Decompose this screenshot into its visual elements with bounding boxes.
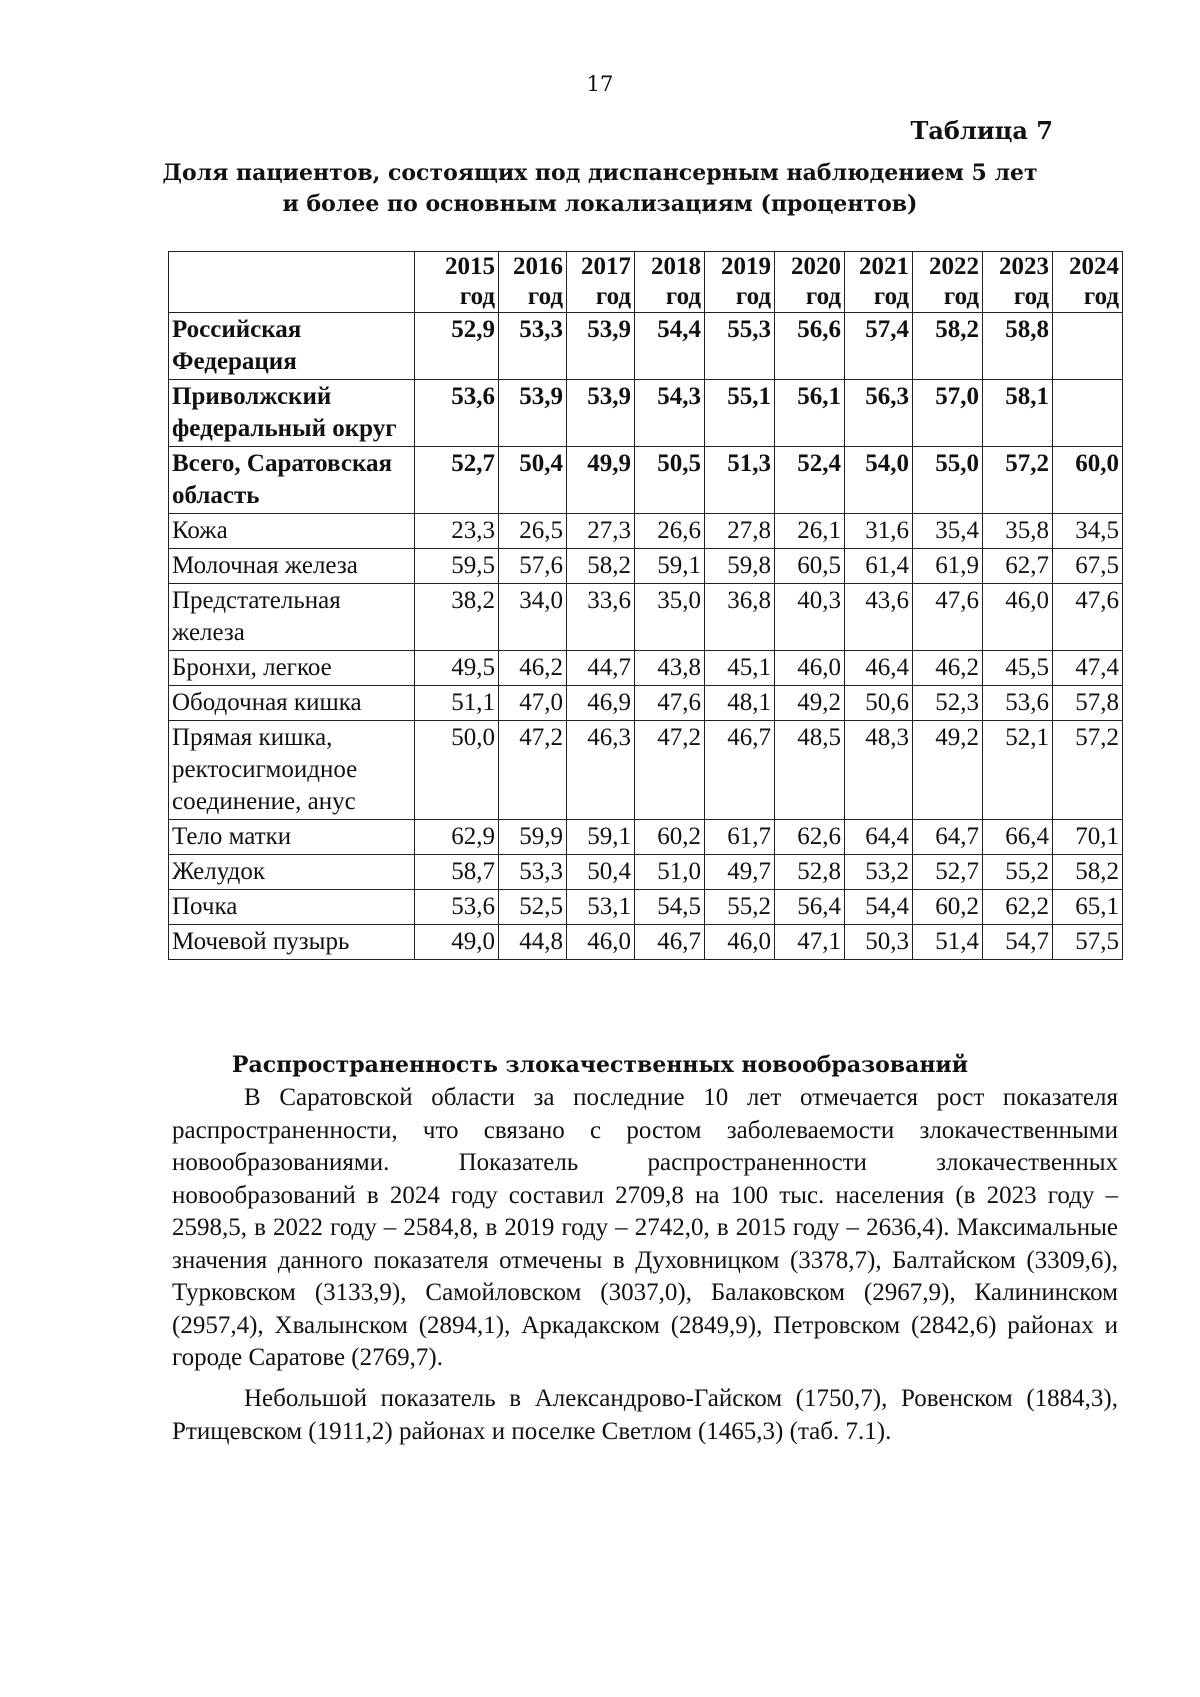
header-year: 2018 <box>651 253 701 280</box>
value-cell: 46,2 <box>499 651 567 686</box>
table-row <box>169 549 1123 584</box>
table-header-row <box>169 252 1123 313</box>
value-cell: 38,2 <box>415 584 499 651</box>
value-cell: 57,2 <box>1053 721 1123 820</box>
value-cell: 62,6 <box>775 820 845 855</box>
value-cell: 47,6 <box>635 686 705 721</box>
value-cell: 53,6 <box>415 890 499 925</box>
table-row <box>169 651 1123 686</box>
value-cell: 55,0 <box>913 447 983 514</box>
value-cell: 56,4 <box>775 890 845 925</box>
header-year: 2024 <box>1069 253 1119 280</box>
value-cell: 52,3 <box>913 686 983 721</box>
value-cell: 46,7 <box>635 925 705 960</box>
value-cell: 50,4 <box>499 447 567 514</box>
header-year: 2016 <box>513 253 563 280</box>
header-year-unit: год <box>1013 283 1049 310</box>
data-table <box>168 251 1123 960</box>
value-cell: 46,3 <box>567 721 635 820</box>
value-cell: 55,1 <box>705 380 775 447</box>
value-cell: 55,2 <box>983 855 1053 890</box>
header-year: 2023 <box>999 253 1049 280</box>
header-year: 2015 <box>445 253 495 280</box>
header-year-unit: год <box>527 283 563 310</box>
value-cell: 58,7 <box>415 855 499 890</box>
header-year-unit: год <box>1083 283 1119 310</box>
header-year-cell <box>775 252 845 313</box>
row-label: Бронхи, легкое <box>169 651 415 686</box>
value-cell: 64,7 <box>913 820 983 855</box>
value-cell: 35,4 <box>913 514 983 549</box>
value-cell: 40,3 <box>775 584 845 651</box>
value-cell: 50,3 <box>845 925 913 960</box>
value-cell: 55,2 <box>705 890 775 925</box>
row-label: Молочная железа <box>169 549 415 584</box>
value-cell: 60,5 <box>775 549 845 584</box>
value-cell: 57,6 <box>499 549 567 584</box>
value-cell: 46,0 <box>983 584 1053 651</box>
value-cell: 46,0 <box>567 925 635 960</box>
value-cell: 50,5 <box>635 447 705 514</box>
value-cell: 59,8 <box>705 549 775 584</box>
value-cell: 56,6 <box>775 313 845 380</box>
value-cell: 23,3 <box>415 514 499 549</box>
value-cell: 43,8 <box>635 651 705 686</box>
value-cell: 44,8 <box>499 925 567 960</box>
value-cell: 49,9 <box>567 447 635 514</box>
value-cell: 46,0 <box>705 925 775 960</box>
table-header <box>169 252 1123 313</box>
section-heading: Распространенность злокачественных новообразований <box>231 1052 969 1078</box>
value-cell: 53,1 <box>567 890 635 925</box>
value-cell: 50,4 <box>567 855 635 890</box>
value-cell: 49,2 <box>775 686 845 721</box>
value-cell: 43,6 <box>845 584 913 651</box>
header-year: 2019 <box>721 253 771 280</box>
value-cell: 54,5 <box>635 890 705 925</box>
value-cell: 26,1 <box>775 514 845 549</box>
value-cell: 35,0 <box>635 584 705 651</box>
value-cell: 57,8 <box>1053 686 1123 721</box>
value-cell: 34,0 <box>499 584 567 651</box>
value-cell: 49,0 <box>415 925 499 960</box>
value-cell: 47,4 <box>1053 651 1123 686</box>
table-row <box>169 855 1123 890</box>
value-cell: 62,2 <box>983 890 1053 925</box>
header-year-cell <box>1053 252 1123 313</box>
value-cell: 31,6 <box>845 514 913 549</box>
header-year-cell <box>913 252 983 313</box>
value-cell: 58,2 <box>1053 855 1123 890</box>
value-cell: 56,3 <box>845 380 913 447</box>
header-year-unit: год <box>665 283 701 310</box>
header-year: 2021 <box>859 253 909 280</box>
row-label: Российская Федерация <box>169 313 415 380</box>
value-cell: 49,7 <box>705 855 775 890</box>
value-cell: 48,5 <box>775 721 845 820</box>
value-cell <box>1053 380 1123 447</box>
value-cell: 47,0 <box>499 686 567 721</box>
value-cell: 27,8 <box>705 514 775 549</box>
value-cell: 26,6 <box>635 514 705 549</box>
value-cell: 53,6 <box>983 686 1053 721</box>
value-cell: 50,6 <box>845 686 913 721</box>
value-cell: 50,0 <box>415 721 499 820</box>
header-year-cell <box>845 252 913 313</box>
value-cell: 51,1 <box>415 686 499 721</box>
value-cell: 51,4 <box>913 925 983 960</box>
value-cell: 59,1 <box>635 549 705 584</box>
header-year-cell <box>635 252 705 313</box>
header-year-cell <box>983 252 1053 313</box>
page-number: 17 <box>586 72 614 96</box>
header-year-cell <box>567 252 635 313</box>
value-cell: 60,0 <box>1053 447 1123 514</box>
row-label: Кожа <box>169 514 415 549</box>
header-year-unit: год <box>735 283 771 310</box>
table-row <box>169 820 1123 855</box>
value-cell: 60,2 <box>635 820 705 855</box>
value-cell: 52,7 <box>415 447 499 514</box>
value-cell: 54,4 <box>845 890 913 925</box>
row-label: Тело матки <box>169 820 415 855</box>
value-cell: 55,3 <box>705 313 775 380</box>
header-year: 2017 <box>581 253 631 280</box>
value-cell: 70,1 <box>1053 820 1123 855</box>
value-cell: 54,7 <box>983 925 1053 960</box>
header-corner-cell <box>169 252 415 313</box>
value-cell: 59,1 <box>567 820 635 855</box>
value-cell: 57,2 <box>983 447 1053 514</box>
value-cell: 54,4 <box>635 313 705 380</box>
value-cell: 58,8 <box>983 313 1053 380</box>
table-label: Таблица 7 <box>910 116 1053 145</box>
table-row <box>169 514 1123 549</box>
value-cell: 52,1 <box>983 721 1053 820</box>
value-cell: 54,0 <box>845 447 913 514</box>
value-cell: 58,2 <box>567 549 635 584</box>
value-cell: 45,1 <box>705 651 775 686</box>
value-cell: 48,3 <box>845 721 913 820</box>
value-cell: 53,3 <box>499 313 567 380</box>
value-cell: 46,9 <box>567 686 635 721</box>
table-body <box>169 313 1123 960</box>
value-cell: 62,7 <box>983 549 1053 584</box>
value-cell: 47,1 <box>775 925 845 960</box>
table-row <box>169 686 1123 721</box>
value-cell: 33,6 <box>567 584 635 651</box>
value-cell: 51,0 <box>635 855 705 890</box>
value-cell: 61,4 <box>845 549 913 584</box>
value-cell: 57,4 <box>845 313 913 380</box>
table-row <box>169 925 1123 960</box>
table-row <box>169 584 1123 651</box>
value-cell: 56,1 <box>775 380 845 447</box>
value-cell: 36,8 <box>705 584 775 651</box>
value-cell: 44,7 <box>567 651 635 686</box>
value-cell: 64,4 <box>845 820 913 855</box>
value-cell: 61,7 <box>705 820 775 855</box>
row-label: Всего, Саратовская область <box>169 447 415 514</box>
table-row <box>169 447 1123 514</box>
value-cell: 52,8 <box>775 855 845 890</box>
value-cell: 47,6 <box>1053 584 1123 651</box>
table-row <box>169 380 1123 447</box>
table-title: Доля пациентов, состоящих под диспансерным наблюдением 5 лет и более по основным локализациям (процентов) <box>162 160 1038 217</box>
value-cell: 59,5 <box>415 549 499 584</box>
value-cell: 47,2 <box>635 721 705 820</box>
header-year-unit: год <box>805 283 841 310</box>
value-cell: 61,9 <box>913 549 983 584</box>
value-cell: 53,9 <box>499 380 567 447</box>
header-year-cell <box>499 252 567 313</box>
value-cell: 52,5 <box>499 890 567 925</box>
value-cell: 53,9 <box>567 380 635 447</box>
value-cell: 57,0 <box>913 380 983 447</box>
value-cell: 49,2 <box>913 721 983 820</box>
value-cell: 46,7 <box>705 721 775 820</box>
value-cell: 52,9 <box>415 313 499 380</box>
body-paragraph: Небольшой показатель в Александрово-Гайском (1750,7), Ровенском (1884,3), Ртищевском (1911,2) районах и поселке Светлом (1465,3) (таб. 7.1). <box>172 1385 1118 1445</box>
row-label: Прямая кишка, ректосигмоидное соединение, анус <box>169 721 415 820</box>
table-row <box>169 313 1123 380</box>
value-cell: 62,9 <box>415 820 499 855</box>
value-cell <box>1053 313 1123 380</box>
header-year-unit: год <box>595 283 631 310</box>
value-cell: 59,9 <box>499 820 567 855</box>
header-year-unit: год <box>873 283 909 310</box>
value-cell: 48,1 <box>705 686 775 721</box>
value-cell: 46,4 <box>845 651 913 686</box>
value-cell: 46,2 <box>913 651 983 686</box>
value-cell: 52,4 <box>775 447 845 514</box>
header-year-unit: год <box>943 283 979 310</box>
value-cell: 47,2 <box>499 721 567 820</box>
value-cell: 53,9 <box>567 313 635 380</box>
header-year-cell <box>415 252 499 313</box>
row-label: Желудок <box>169 855 415 890</box>
value-cell: 58,2 <box>913 313 983 380</box>
header-year-cell <box>705 252 775 313</box>
row-label: Ободочная кишка <box>169 686 415 721</box>
value-cell: 26,5 <box>499 514 567 549</box>
table-row <box>169 890 1123 925</box>
value-cell: 65,1 <box>1053 890 1123 925</box>
value-cell: 57,5 <box>1053 925 1123 960</box>
value-cell: 58,1 <box>983 380 1053 447</box>
value-cell: 46,0 <box>775 651 845 686</box>
row-label: Предстательная железа <box>169 584 415 651</box>
value-cell: 53,6 <box>415 380 499 447</box>
value-cell: 51,3 <box>705 447 775 514</box>
value-cell: 49,5 <box>415 651 499 686</box>
header-year: 2020 <box>791 253 841 280</box>
value-cell: 67,5 <box>1053 549 1123 584</box>
header-year-unit: год <box>459 283 495 310</box>
value-cell: 27,3 <box>567 514 635 549</box>
value-cell: 66,4 <box>983 820 1053 855</box>
table-row <box>169 721 1123 820</box>
value-cell: 53,3 <box>499 855 567 890</box>
value-cell: 34,5 <box>1053 514 1123 549</box>
row-label: Мочевой пузырь <box>169 925 415 960</box>
value-cell: 54,3 <box>635 380 705 447</box>
value-cell: 47,6 <box>913 584 983 651</box>
value-cell: 45,5 <box>983 651 1053 686</box>
body-paragraph: В Саратовской области за последние 10 лет отмечается рост показателя распространенности, что связано с ростом заболеваемости злокачественными новообразованиями. Показатель распространенности злокачественных новообразований в 2024 году составил 2709,8 на 100 тыс. населения (в 2023 году – 2598,5, в 2022 году – 2584,8, в 2019 году – 2742,0, в 2015 году – 2636,4). Максимальные значения данного показателя отмечены в Духовницком (3378,7), Балтайском (3309,6), Турковском (3133,9), Самойловском (3037,0), Балаковском (2967,9), Калининском (2957,4), Хвалынском (2894,1), Аркадакском (2849,9), Петровском (2842,6) районах и городе Саратове (2769,7). <box>172 1084 1118 1371</box>
value-cell: 53,2 <box>845 855 913 890</box>
value-cell: 52,7 <box>913 855 983 890</box>
value-cell: 60,2 <box>913 890 983 925</box>
row-label: Приволжский федеральный округ <box>169 380 415 447</box>
header-year: 2022 <box>929 253 979 280</box>
row-label: Почка <box>169 890 415 925</box>
value-cell: 35,8 <box>983 514 1053 549</box>
